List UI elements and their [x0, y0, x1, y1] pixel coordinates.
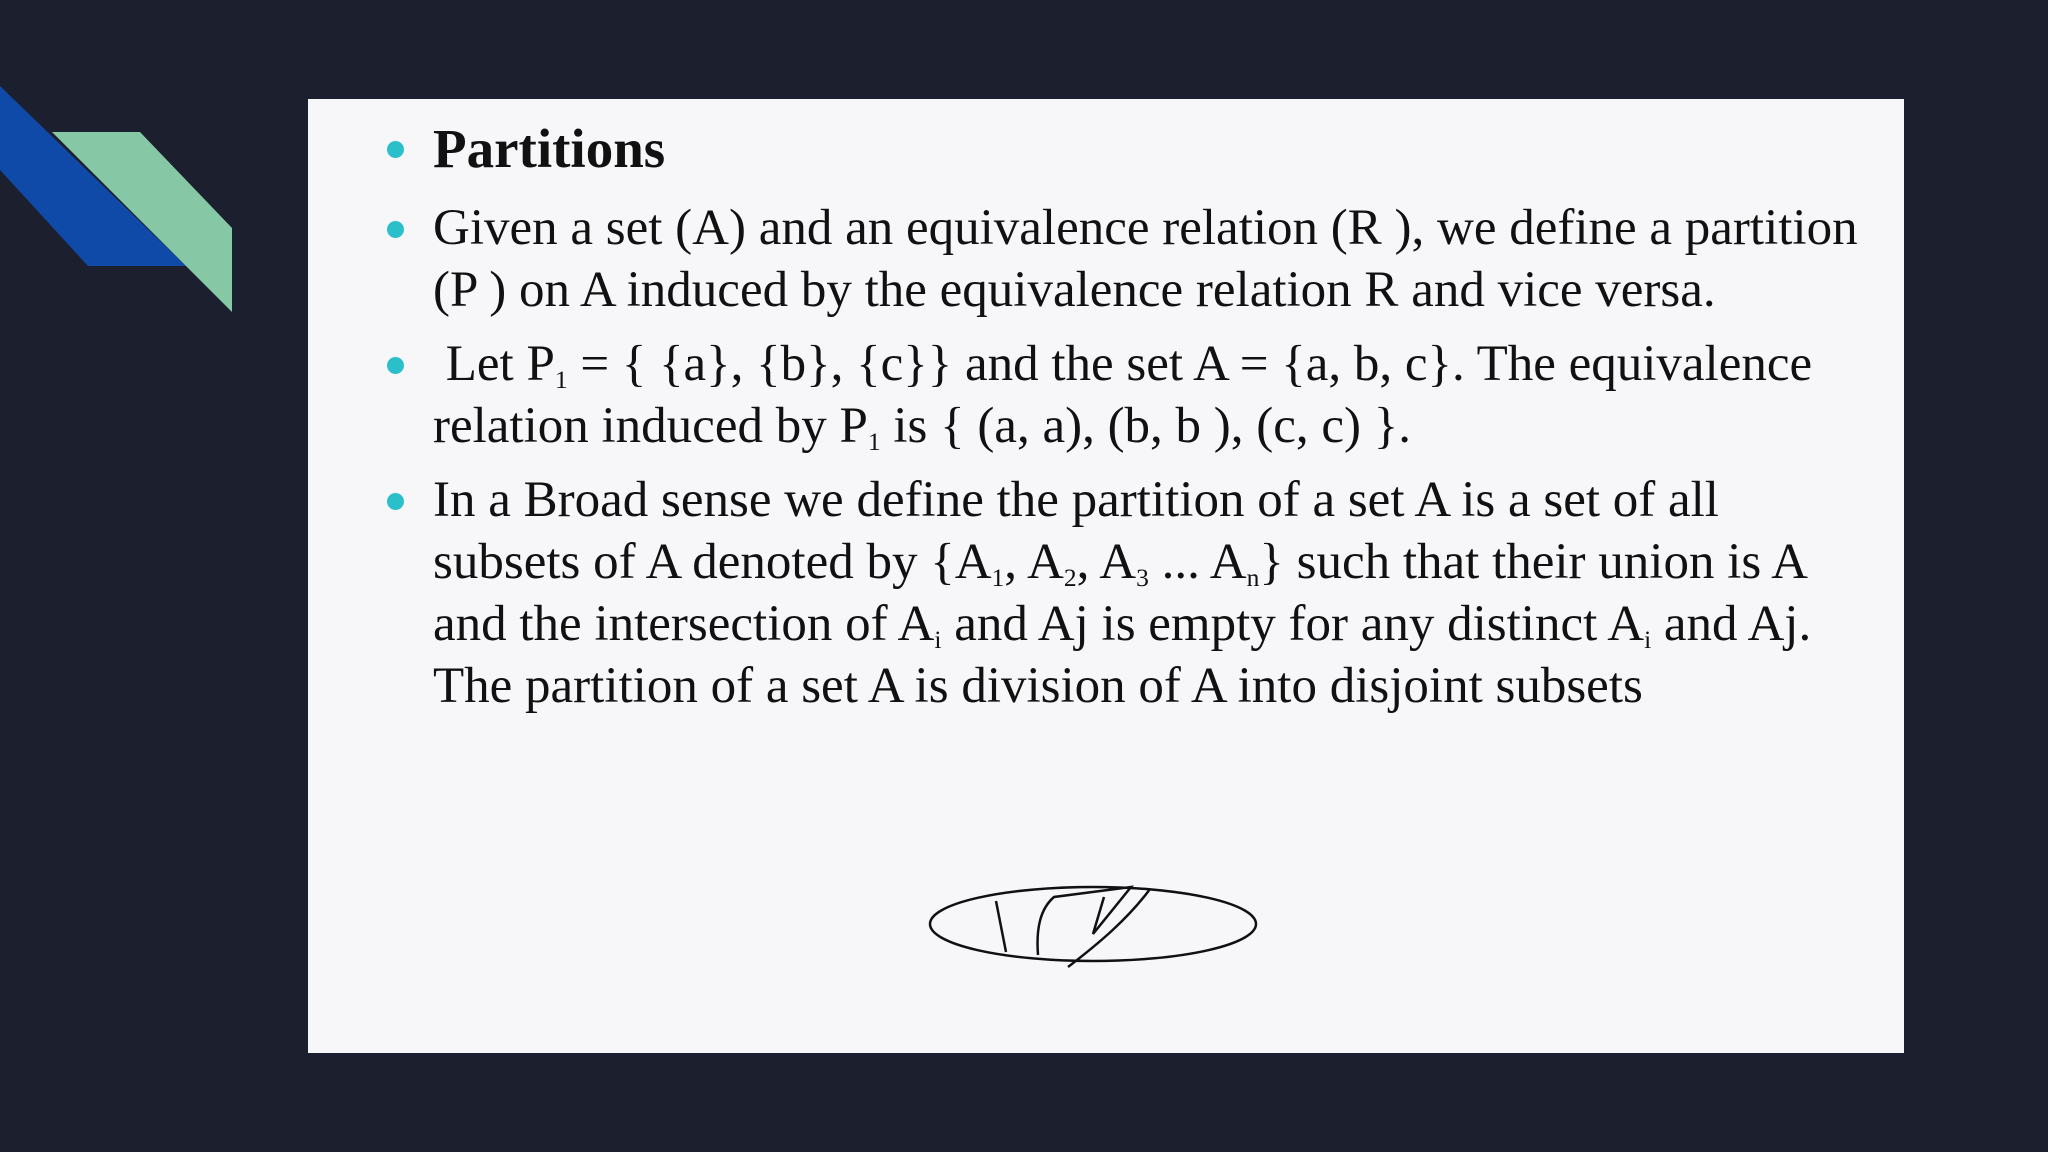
- slide-title: Partitions: [433, 111, 1864, 187]
- bullet-list: [433, 111, 1864, 717]
- bullet-item-definition: Given a set (A) and an equivalence relation (R ), we define a partition (P ) on A induced by the equivalence relation R and vice versa.: [433, 197, 1864, 321]
- corner-decoration: [0, 0, 240, 320]
- bullet-item-example: Let $P_1$ = { {a}, {b}, {c}} and the set A = {a, b, c}. The equivalence relation induced by $P_1$ is { (a, a), (b, b ), (c, c) }.: [433, 333, 1864, 457]
- bullet-item-broad-sense: In a Broad sense we define the partition of a set A is a set of all subsets of A denoted by {$A_1$, $A_2$, $A_3$ ... $A_n$} such that their union is A and the intersection of $A_i$ and Aj is empty for any distinct $A_i$ and Aj. The partition of a set A is division of A into disjoint subsets: [433, 469, 1864, 717]
- handwritten-signature: [928, 879, 1268, 979]
- slide-content: [308, 99, 1904, 1053]
